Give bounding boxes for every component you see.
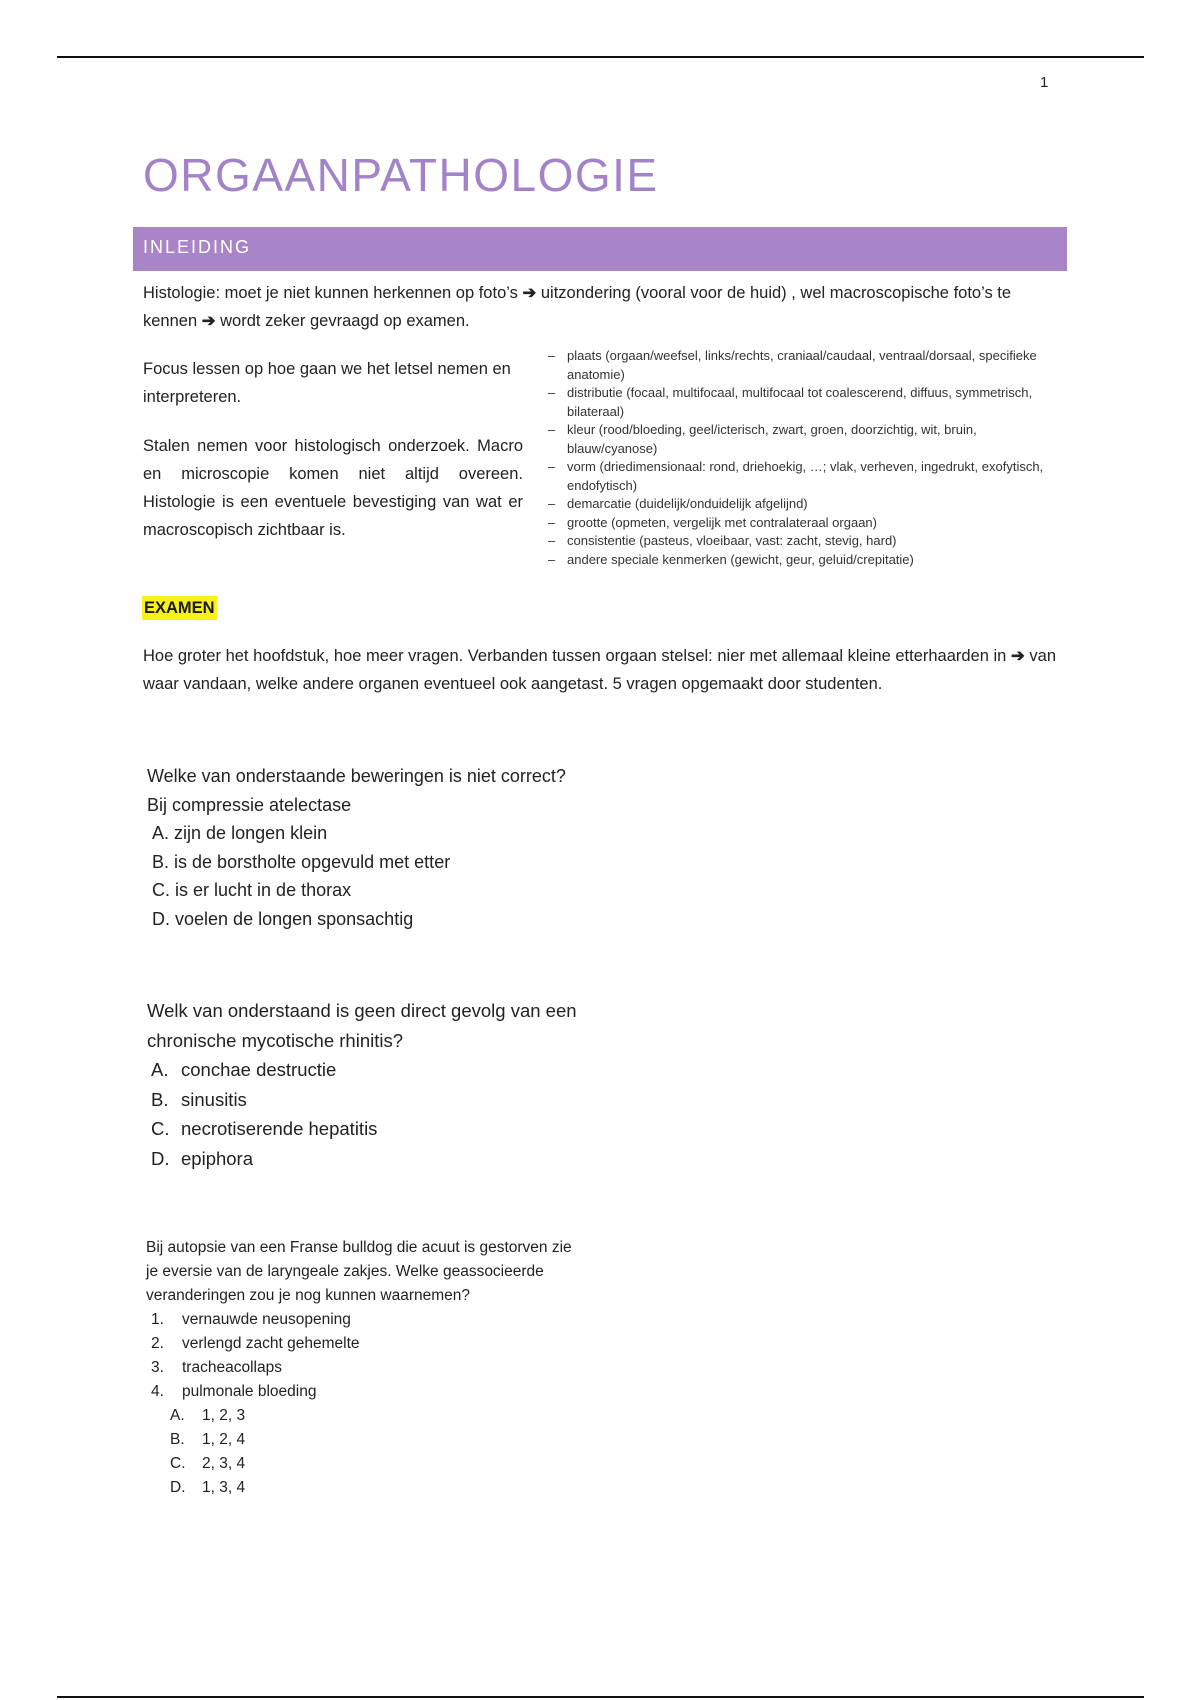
question-3-option bbox=[146, 1476, 572, 1500]
option-text: voelen de longen sponsachtig bbox=[175, 908, 414, 929]
page-number: 1 bbox=[1040, 74, 1049, 91]
focus-paragraph: Focus lessen op hoe gaan we het letsel nemen en interpreteren. bbox=[143, 360, 511, 406]
question-3-line: Bij autopsie van een Franse bulldog die acuut is gestorven zie bbox=[146, 1239, 572, 1256]
question-1-option bbox=[147, 848, 566, 877]
question-2-option bbox=[147, 1144, 577, 1174]
item-label: 3. bbox=[151, 1359, 164, 1376]
option-label: A. bbox=[170, 1407, 185, 1424]
question-2-line: chronische mycotische rhinitis? bbox=[147, 1029, 404, 1051]
question-1-line: Bij compressie atelectase bbox=[147, 794, 352, 815]
option-text: 1, 2, 3 bbox=[202, 1407, 246, 1424]
bottom-rule bbox=[57, 1696, 1144, 1698]
question-3-option bbox=[146, 1404, 572, 1428]
intro-paragraph bbox=[143, 279, 1063, 335]
intro-text-3: wordt zeker gevraagd op examen. bbox=[215, 312, 470, 330]
question-3-item bbox=[146, 1380, 572, 1404]
criteria-list bbox=[548, 347, 1058, 569]
arrow-icon: ➔ bbox=[201, 312, 216, 330]
option-label: D. bbox=[170, 1479, 186, 1496]
option-text: 1, 2, 4 bbox=[202, 1431, 246, 1448]
option-label: C. bbox=[170, 1455, 186, 1472]
criteria-item: – kleur (rood/bloeding, geel/icterisch, zwart, groen, doorzichtig, wit, bruin, blauw/cyanose) bbox=[548, 421, 1058, 458]
option-label: A. bbox=[152, 823, 170, 843]
item-text: tracheacollaps bbox=[182, 1359, 282, 1376]
question-3-item bbox=[146, 1356, 572, 1380]
exam-label: EXAMEN bbox=[142, 596, 217, 620]
option-label: D. bbox=[152, 908, 170, 929]
option-label: B. bbox=[152, 851, 170, 872]
exam-paragraph bbox=[143, 642, 1056, 698]
criteria-item: – grootte (opmeten, vergelijk met contralateraal orgaan) bbox=[548, 514, 1058, 533]
option-text: 1, 3, 4 bbox=[202, 1479, 246, 1496]
arrow-icon: ➔ bbox=[522, 284, 537, 302]
option-text: is de borstholte opgevuld met etter bbox=[174, 851, 451, 872]
question-3-option bbox=[146, 1428, 572, 1452]
section-heading: INLEIDING bbox=[143, 237, 252, 257]
criteria-item: – plaats (orgaan/weefsel, links/rechts, craniaal/caudaal, ventraal/dorsaal, specifieke anatomie) bbox=[548, 347, 1058, 384]
option-label: C. bbox=[151, 1118, 170, 1139]
criteria-item: – vorm (driedimensionaal: rond, driehoekig, …; vlak, verheven, ingedrukt, exofytisch, endofytisch) bbox=[548, 458, 1058, 495]
question-2 bbox=[147, 996, 577, 1173]
exam-text-2: van waar vandaan, welke andere organen eventueel ook aangetast. 5 vragen opgemaakt door studenten. bbox=[143, 647, 1056, 693]
arrow-icon: ➔ bbox=[1010, 647, 1025, 665]
intro-text-1: Histologie: moet je niet kunnen herkennen op foto’s bbox=[143, 284, 518, 302]
question-1-option bbox=[147, 905, 566, 934]
option-label: B. bbox=[151, 1088, 169, 1110]
section-banner bbox=[133, 227, 1067, 271]
option-text: necrotiserende hepatitis bbox=[181, 1118, 378, 1139]
option-label: B. bbox=[170, 1431, 185, 1448]
question-3-option bbox=[146, 1452, 572, 1476]
option-text: is er lucht in de thorax bbox=[175, 880, 352, 900]
item-text: vernauwde neusopening bbox=[182, 1311, 351, 1328]
item-label: 2. bbox=[151, 1335, 164, 1352]
exam-text-1: Hoe groter het hoofdstuk, hoe meer vragen. Verbanden tussen orgaan stelsel: nier met allemaal kleine etterhaarden in bbox=[143, 647, 1011, 665]
option-text: conchae destructie bbox=[181, 1059, 337, 1080]
option-label: C. bbox=[152, 880, 170, 900]
intro-text-2: uitzondering (vooral voor de huid) , wel macroscopische foto’s te kennen bbox=[143, 284, 1012, 330]
question-3-line: je eversie van de laryngeale zakjes. Welke geassocieerde bbox=[146, 1263, 544, 1280]
question-3-item bbox=[146, 1332, 572, 1356]
top-rule bbox=[57, 56, 1144, 58]
question-3-line: veranderingen zou je nog kunnen waarnemen? bbox=[146, 1287, 471, 1304]
item-label: 1. bbox=[151, 1311, 164, 1328]
criteria-item: – consistentie (pasteus, vloeibaar, vast: zacht, stevig, hard) bbox=[548, 532, 1058, 551]
stalen-paragraph: Stalen nemen voor histologisch onderzoek. Macro en microscopie komen niet altijd overeen. Histologie is een eventuele bevestiging van wat er macroscopisch zichtbaar is. bbox=[143, 437, 523, 539]
option-text: sinusitis bbox=[181, 1088, 247, 1110]
item-text: verlengd zacht gehemelte bbox=[182, 1335, 360, 1352]
criteria-item: – andere speciale kenmerken (gewicht, geur, geluid/crepitatie) bbox=[548, 551, 1058, 570]
option-text: zijn de longen klein bbox=[174, 823, 328, 843]
option-text: 2, 3, 4 bbox=[202, 1455, 246, 1472]
option-label: A. bbox=[151, 1059, 169, 1080]
question-2-option bbox=[147, 1055, 577, 1085]
question-3-item bbox=[146, 1308, 572, 1332]
item-text: pulmonale bloeding bbox=[182, 1383, 317, 1400]
question-1-line: Welke van onderstaande beweringen is niet correct? bbox=[147, 766, 566, 786]
question-2-line: Welk van onderstaand is geen direct gevolg van een bbox=[147, 1000, 577, 1021]
option-label: D. bbox=[151, 1147, 170, 1169]
question-1 bbox=[147, 762, 566, 933]
page-title: ORGAANPATHOLOGIE bbox=[143, 149, 659, 201]
question-2-option bbox=[147, 1085, 577, 1115]
option-text: epiphora bbox=[181, 1147, 254, 1169]
criteria-item: – distributie (focaal, multifocaal, multifocaal tot coalescerend, diffuus, symmetrisch, bilateraal) bbox=[548, 384, 1058, 421]
question-2-option bbox=[147, 1114, 577, 1144]
criteria-item: – demarcatie (duidelijk/onduidelijk afgelijnd) bbox=[548, 495, 1058, 514]
item-label: 4. bbox=[151, 1383, 164, 1400]
question-3 bbox=[146, 1236, 572, 1500]
question-1-option bbox=[147, 819, 566, 848]
question-1-option bbox=[147, 876, 566, 905]
